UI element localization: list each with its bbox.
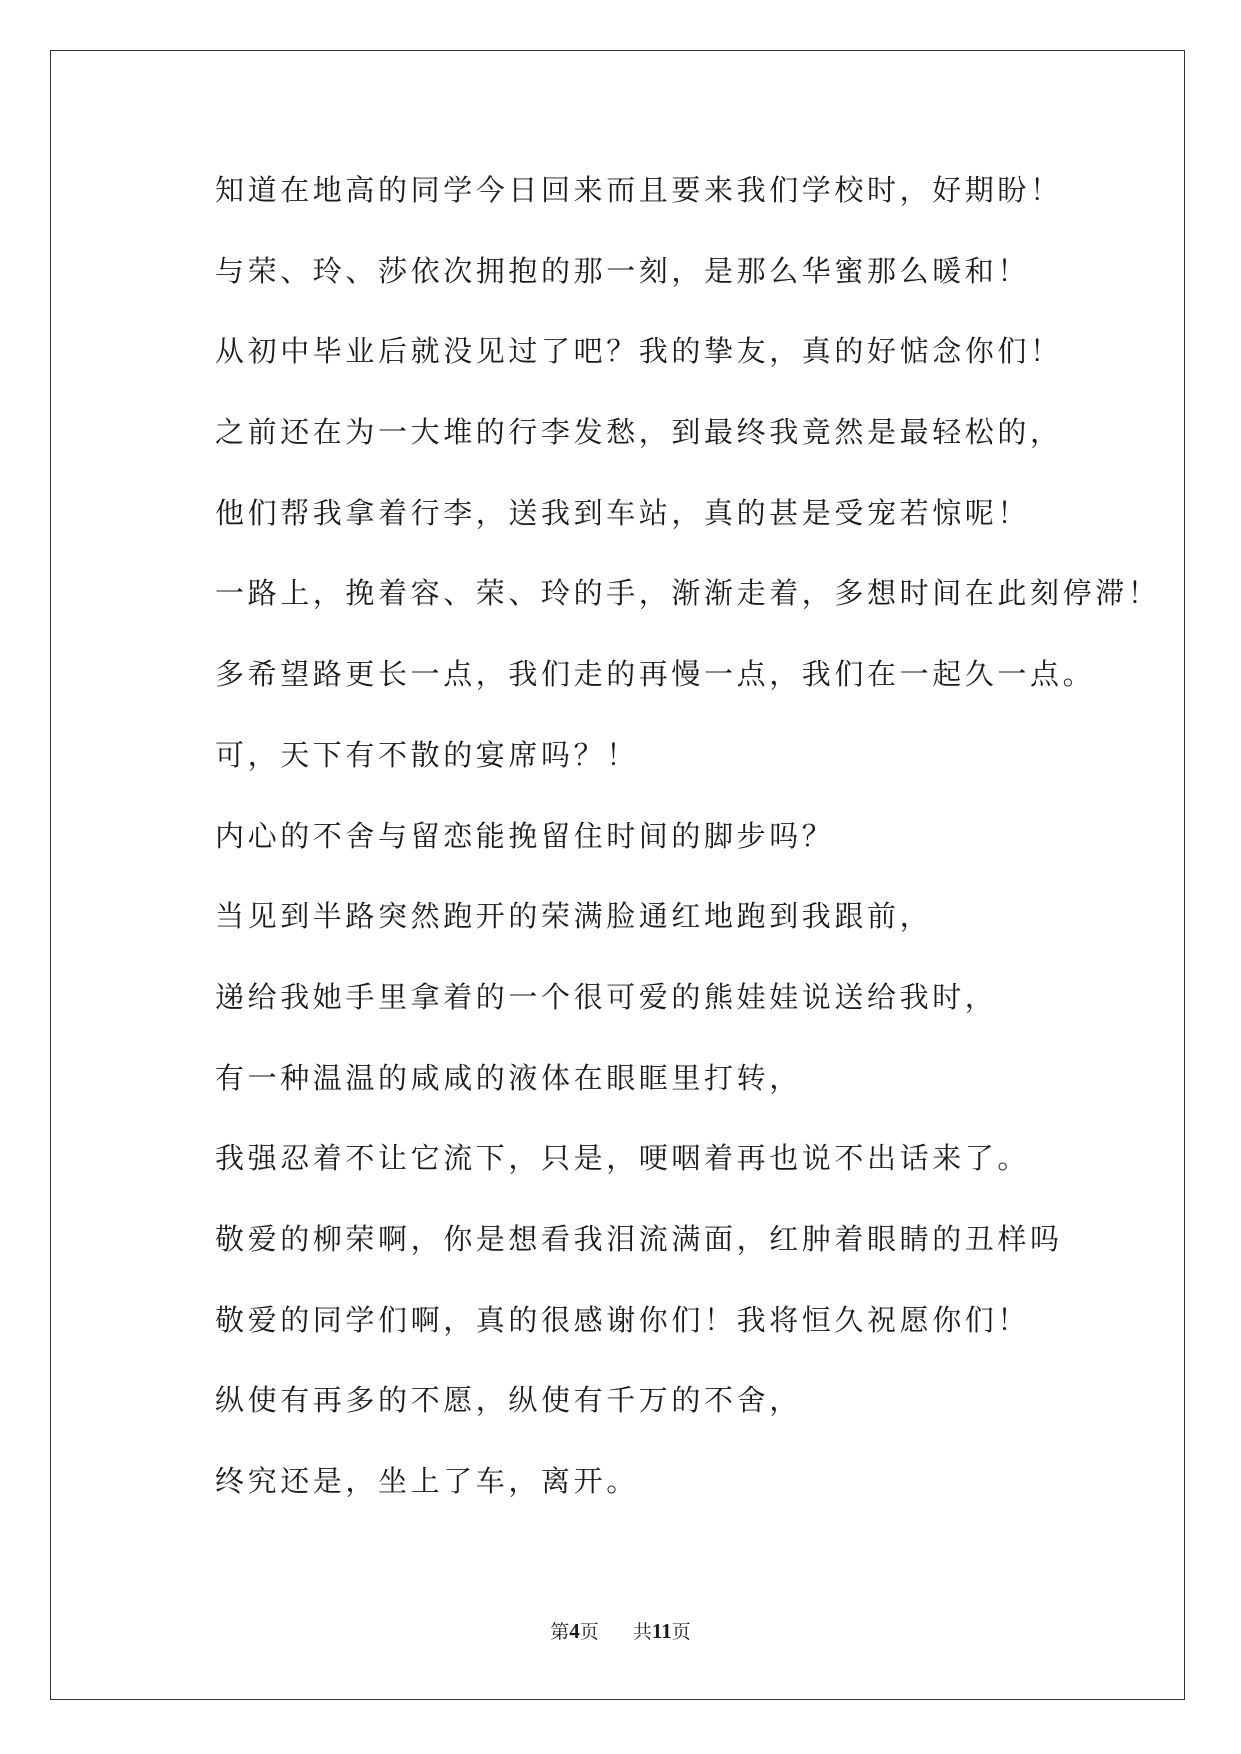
paragraph-line: 纵使有再多的不愿，纵使有千万的不舍，: [215, 1383, 802, 1418]
paragraph-line: 敬爱的同学们啊，真的很感谢你们！我将恒久祝愿你们！: [215, 1302, 1031, 1337]
paragraph-line: 有一种温温的咸咸的液体在眼眶里打转，: [215, 1060, 802, 1095]
paragraph-line: 当见到半路突然跑开的荣满脸通红地跑到我跟前，: [215, 899, 933, 934]
document-body: [215, 164, 1161, 1536]
paragraph-line: 之前还在为一大堆的行李发愁，到最终我竟然是最轻松的，: [215, 415, 1063, 450]
total-pages-label: [633, 1621, 691, 1643]
paragraph-line: 他们帮我拿着行李，送我到车站，真的甚是受宠若惊呢！: [215, 495, 1031, 530]
paragraph-line: 与荣、玲、莎依次拥抱的那一刻，是那么华蜜那么暖和！: [215, 253, 1031, 288]
total-suffix: 页: [671, 1621, 691, 1643]
page-number-label: [550, 1621, 605, 1643]
paragraph-line: 递给我她手里拿着的一个很可爱的熊娃娃说送给我时，: [215, 979, 998, 1014]
page-prefix: 第: [550, 1621, 570, 1643]
paragraph-line: 从初中毕业后就没见过了吧？我的挚友，真的好惦念你们！: [215, 334, 1063, 369]
paragraph-line: 终究还是，坐上了车，离开。: [215, 1464, 639, 1498]
total-prefix: 共: [632, 1621, 652, 1643]
page-suffix: 页: [579, 1621, 599, 1643]
paragraph-line: 内心的不舍与留恋能挽留住时间的脚步吗？: [215, 818, 835, 853]
paragraph-line: 敬爱的柳荣啊，你是想看我泪流满面，红肿着眼睛的丑样吗: [215, 1221, 1063, 1256]
paragraph-line: 可，天下有不散的宴席吗？！: [215, 737, 639, 772]
page-footer: [0, 1617, 1241, 1644]
paragraph-line: 多希望路更长一点，我们走的再慢一点，我们在一起久一点。: [215, 657, 1096, 692]
paragraph-line: 知道在地高的同学今日回来而且要来我们学校时，好期盼！: [215, 173, 1063, 207]
paragraph-line: 一路上，挽着容、荣、玲的手，渐渐走着，多想时间在此刻停滞！: [215, 576, 1161, 611]
paragraph-line: 我强忍着不让它流下，只是，哽咽着再也说不出话来了。: [215, 1141, 1031, 1176]
total-pages-number: 11: [651, 1619, 672, 1643]
current-page-number: 4: [569, 1619, 580, 1643]
